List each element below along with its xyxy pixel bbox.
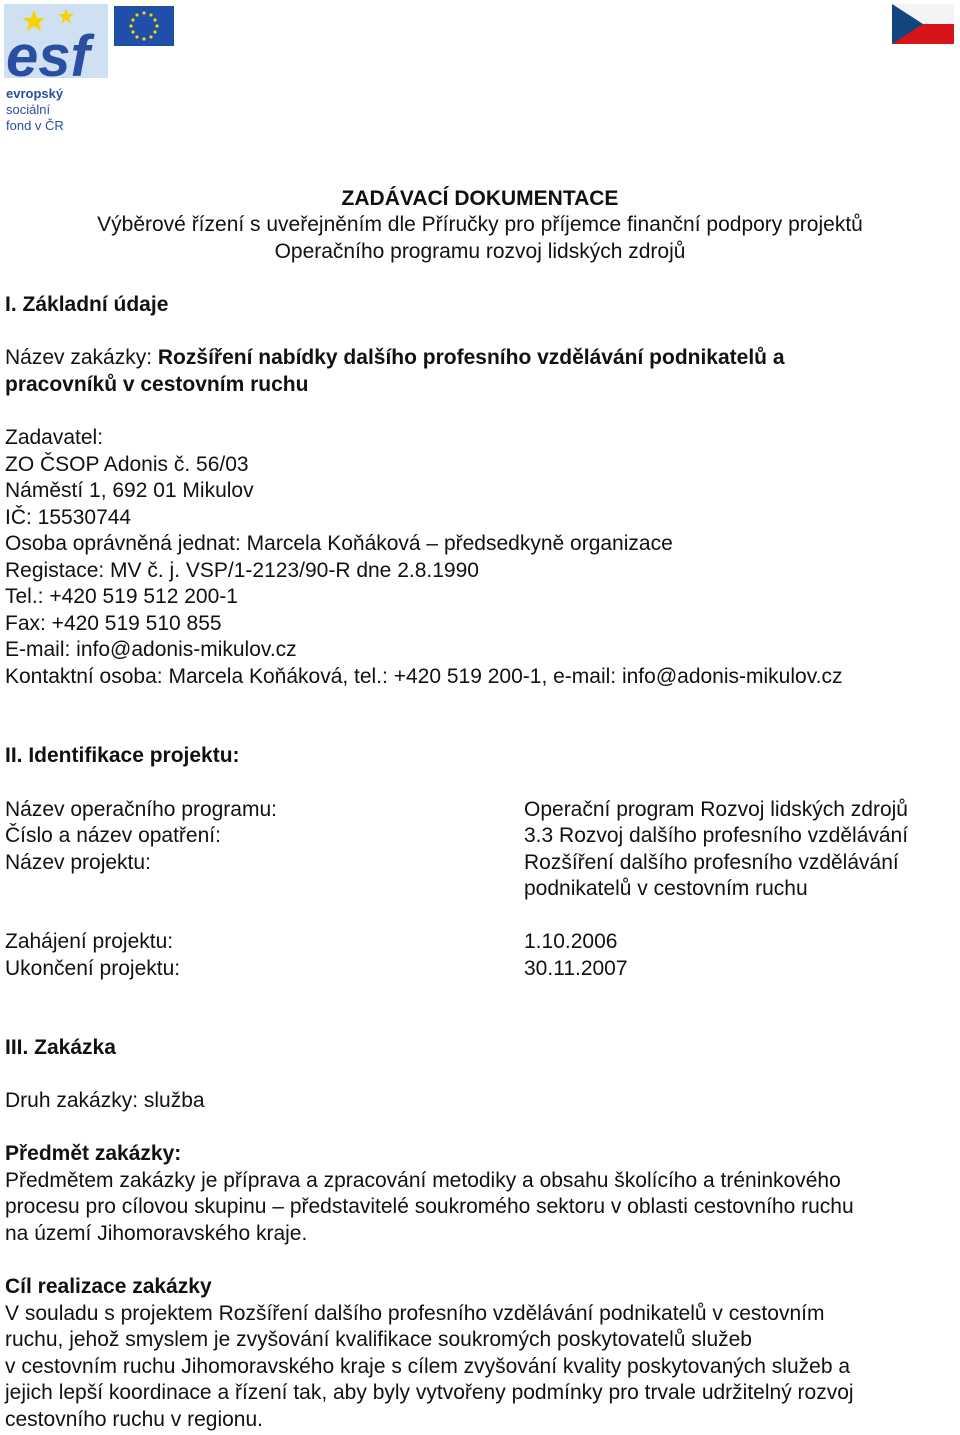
contract-name-line <box>5 345 785 372</box>
esf-wordmark: esf <box>6 24 90 89</box>
info-line: ZO ČSOP Adonis č. 56/03 <box>5 453 249 476</box>
paragraph-line: na území Jihomoravského kraje. <box>5 1222 308 1245</box>
esf-logo-caption <box>6 86 64 134</box>
subsection-heading: Cíl realizace zakázky <box>5 1275 212 1298</box>
field-value: Rozšíření dalšího profesního vzdělávání <box>524 851 899 874</box>
contract-name: pracovníků v cestovním ruchu <box>5 373 309 396</box>
esf-logo <box>4 4 176 134</box>
paragraph-line: procesu pro cílovou skupinu – představitelé soukromého sektoru v oblasti cestovního ruchu <box>5 1195 854 1218</box>
info-line: IČ: 15530744 <box>5 506 132 529</box>
info-line: Fax: +420 519 510 855 <box>5 612 222 635</box>
document-title: ZADÁVACÍ DOKUMENTACE <box>341 187 619 210</box>
field-value: podnikatelů v cestovním ruchu <box>524 877 808 900</box>
document-subtitle: Výběrové řízení s uveřejněním dle Příručky pro příjemce finanční podpory projektů <box>97 213 863 236</box>
info-line: Kontaktní osoba: Marcela Koňáková, tel.: +420 519 200-1, e-mail: info@adonis-mikulov.cz <box>5 665 843 688</box>
info-line: Tel.: +420 519 512 200-1 <box>5 585 238 608</box>
section-heading: III. Zakázka <box>5 1036 116 1059</box>
paragraph-line: cestovního ruchu v regionu. <box>5 1408 263 1431</box>
section-heading: II. Identifikace projektu: <box>5 744 240 767</box>
paragraph-line: v cestovním ruchu Jihomoravského kraje s cílem zvyšování kvality poskytovaných služeb a <box>5 1355 851 1378</box>
section-heading: I. Základní údaje <box>5 293 169 316</box>
field-label: Číslo a název opatření: <box>5 824 221 847</box>
esf-caption-line: fond v ČR <box>6 118 64 133</box>
paragraph-line: V souladu s projektem Rozšíření dalšího profesního vzdělávání podnikatelů v cestovním <box>5 1302 825 1325</box>
field-label: Zahájení projektu: <box>5 930 174 953</box>
field-value: Operační program Rozvoj lidských zdrojů <box>524 798 908 821</box>
field-value: 3.3 Rozvoj dalšího profesního vzdělávání <box>524 824 909 847</box>
esf-caption-line: sociální <box>6 102 51 117</box>
field-value: 30.11.2007 <box>524 957 628 980</box>
field-value: 1.10.2006 <box>524 930 618 953</box>
info-line: Náměstí 1, 692 01 Mikulov <box>5 479 254 502</box>
esf-caption-line: evropský <box>6 86 64 101</box>
paragraph-line: jejich lepší koordinace a řízení tak, aby byly vytvořeny podmínky pro trvale udržitelný rozvoj <box>5 1381 854 1404</box>
paragraph-line: Předmětem zakázky je příprava a zpracování metodiky a obsahu školícího a tréninkového <box>5 1169 841 1192</box>
field-label: Ukončení projektu: <box>5 957 181 980</box>
info-line: Osoba oprávněná jednat: Marcela Koňáková – předsedkyně organizace <box>5 532 673 555</box>
czech-flag-icon <box>892 4 954 44</box>
field-label: Název projektu: <box>5 851 151 874</box>
contract-name: Rozšíření nabídky dalšího profesního vzdělávání podnikatelů a <box>157 346 785 369</box>
info-line: Zadavatel: <box>5 426 104 449</box>
contract-label: Název zakázky: <box>5 346 158 369</box>
field-label: Název operačního programu: <box>5 798 277 821</box>
info-line: E-mail: info@adonis-mikulov.cz <box>5 638 297 661</box>
contract-type: Druh zakázky: služba <box>5 1089 205 1112</box>
subsection-heading: Předmět zakázky: <box>5 1142 182 1165</box>
document-subtitle: Operačního programu rozvoj lidských zdrojů <box>274 240 686 263</box>
paragraph-line: ruchu, jehož smyslem je zvyšování kvalifikace soukromých poskytovatelů služeb <box>5 1328 752 1351</box>
info-line: Registace: MV č. j. VSP/1-2123/90-R dne 2.8.1990 <box>5 559 479 582</box>
